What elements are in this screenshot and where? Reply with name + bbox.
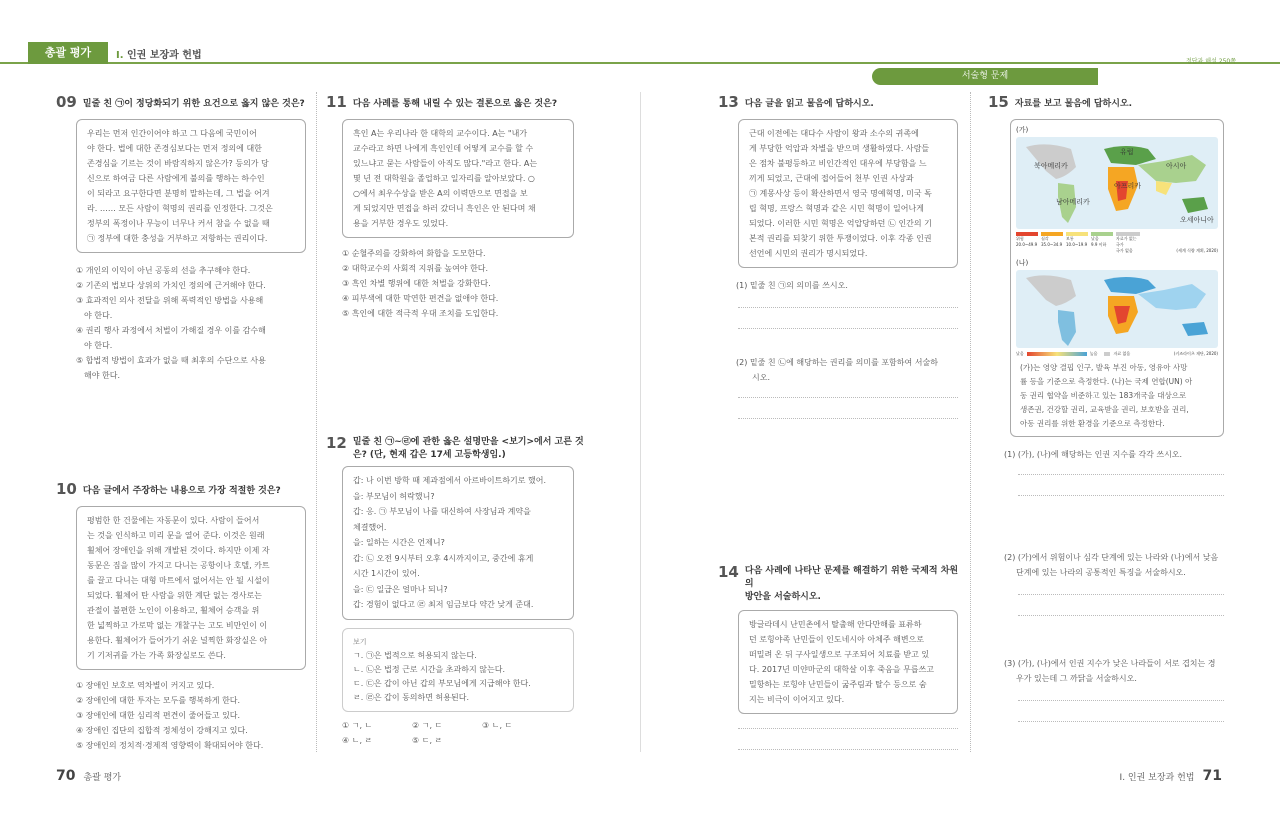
page-number: 71 [1202,768,1222,784]
option[interactable]: ③ 장애인에 대한 심리적 편견이 줄어들고 있다. [76,711,241,720]
option[interactable]: ② 대학교수의 사회적 지위를 높여야 한다. [342,264,489,273]
passage-box: 평범한 한 건물에는 자동문이 있다. 사람이 들어서 는 것을 인식하고 미리 문을 열어 준다. 이것은 원래 휠체어 장애인을 위해 개발된 것이다. 하지만 이제 자 동문은 짐을 많이 가지고 다니는 공항이나 호텔, 카트 를 끌고 다니는 대형 마트에서 없어서는 안 될 시설이 되었다. 휠체어 탄 사람을 위한 계단 없는 경사로는 관절이 불편한 노인이 이용하고, 휠체어 승객을 위 한 넓찍하고 가로막 없는 개찰구는 고도 비만인이 이 용한다. 휠체어가 들어가기 쉬운 널찍한 화장실은 아 기 기저귀를 가는 가족 화장실로도 쓴다. [76,506,306,670]
footer-label: I. 인권 보장과 헌법 [1119,772,1195,783]
option[interactable]: ① 장애인 보호로 역차별이 커지고 있다. [76,681,215,690]
options-list [76,678,306,753]
source-a: (세계 식량 계획, 2020) [1176,248,1218,253]
answer-line[interactable] [1018,594,1224,595]
data-box [1010,119,1224,437]
sub-question-1: (1) 밑줄 친 ㉠의 의미를 쓰시오. [736,281,848,290]
passage-box: 방글라데시 난민촌에서 탈출해 안다만해를 표류하 던 로힝야족 난민들이 인도네시아 아체주 해변으로 떠밀려 온 뒤 구사일생으로 구조되어 치료를 받고 있 다. 2017년 미얀마군의 대학살 이후 죽음을 무릅쓰고 밀항하는 로힝야 난민들이 굶주림과 탈수 등으로 숨 지는 비극이 이어지고 있다. [738,610,958,714]
passage-box: 근대 이전에는 대다수 사람이 왕과 소수의 귀족에 게 부당한 억압과 차별을 받으며 생활하였다. 사람들 은 점차 불평등하고 비인간적인 대우에 부당함을 느 끼게 되었고, 근대에 접어들어 천부 인권 사상과 ㉠ 계몽사상 등이 확산하면서 영국 명예혁명, 미국 독 립 혁명, 프랑스 혁명과 같은 시민 혁명이 일어나게 되었다. 이러한 시민 혁명은 억압당하던 ㉡ 인간의 기 본적 권리를 되찾기 위한 투쟁이었다. 이후 각종 인권 선언에 시민의 권리가 명시되었다. [738,119,958,268]
answer-line[interactable] [738,728,958,729]
dialogue-box: 갑: 나 이번 방학 때 제과점에서 아르바이트하기로 했어. 을: 부모님이 허락했니? 갑: 응. ㉠ 부모님이 나를 대신하여 사장님과 계약을 체결했어. 을: 일하는 시간은 언제니? 갑: ㉡ 오전 9시부터 오후 4시까지이고, 중간에 휴게 시간 1시간이 있어. 을: ㉢ 일급은 얼마나 되니? 갑: 경험이 없다고 ㉣ 최저 임금보다 약간 낮게 준대. [342,466,574,620]
answer-line[interactable] [1018,721,1224,722]
question-13: 13 다음 글을 읽고 물음에 답하시오. 근대 이전에는 대다수 사람이 왕과 소수의 귀족에 게 부당한 억압과 차별을 받으며 생활하였다. 사람들 은 점차 불평등하고 비인간적인 대우에 부당함을 느 끼게 되었고, 근대에 접어들어 천부 인권 사상과 ㉠ 계몽사상 등이 확산하면서 영국 명예혁명, 미국 독 립 혁명, 프랑스 혁명과 같은 시민 혁명이 일어나게 되었다. 이러한 시민 혁명은 억압당하던 ㉡ 인간의 기 본적 권리를 되찾기 위한 투쟁이었다. 이후 각종 인권 선언에 시민의 권리가 명시되었다. (1) 밑줄 친 ㉠의 의미를 쓰시오. (2) 밑줄 친 ㉡에 해당하는 권리를 의미를 포함하여 서술하 시오. [718,93,963,419]
option[interactable]: ② 장애인에 대한 투자는 모두를 행복하게 한다. [76,696,241,705]
subjective-banner: 서술형 문제 [872,68,1098,85]
option[interactable]: ④ 장애인 집단의 집합적 정체성이 강해지고 있다. [76,726,248,735]
option[interactable]: ③ ㄴ, ㄷ [482,720,513,730]
question-text: 다음 글을 읽고 물음에 답하시오. [744,98,874,109]
sub-question-3: (3) (가), (나)에서 인권 지수가 낮은 나라들이 서로 겹치는 경 [1004,659,1216,668]
option[interactable]: ① ㄱ, ㄴ [342,720,373,730]
option[interactable]: ⑤ 흑인에 대한 적극적 우대 조치를 도입한다. [342,309,499,318]
question-text: 다음 사례를 통해 내릴 수 있는 결론으로 옳은 것은? [352,98,558,109]
question-number: 14 [718,563,739,581]
bogi-box: 보기 ㄱ. ㉠은 법적으로 허용되지 않는다. ㄴ. ㉡은 법정 근로 시간을 초과하지 않는다. ㄷ. ㉢은 갑이 아닌 갑의 부모님에게 지급해야 한다. ㄹ. ㉣은 갑이 동의하면 허용된다. [342,628,574,712]
column-divider [316,92,317,752]
option[interactable]: ⑤ 합법적 방법이 효과가 없을 때 최후의 수단으로 사용 [76,356,266,365]
answer-line[interactable] [1018,615,1224,616]
question-12: 12 밑줄 친 ㉠~㉣에 관한 옳은 설명만을 <보기>에서 고른 것 은? (단, 현재 갑은 17세 고등학생임.) 갑: 나 이번 방학 때 제과점에서 아르바이트하기로 했어. 을: 부모님이 허락했니? 갑: 응. ㉠ 부모님이 나를 대신하여 사장님과 계약을 체결했어. 을: 일하는 시간은 언제니? 갑: ㉡ 오전 9시부터 오후 4시까지이고, 중간에 휴게 시간 1시간이 있어. 을: ㉢ 일급은 얼마나 되니? 갑: 경험이 없다고 ㉣ 최저 임금보다 약간 낮게 준대. 보기 ㄱ. ㉠은 법적으로 허용되지 않는다. ㄴ. ㉡은 법정 근로 시간을 초과하지 않는다. ㄷ. ㉢은 갑이 아닌 갑의 부모님에게 지급해야 한다. ㄹ. ㉣은 갑이 동의하면 허용된다. ① ㄱ, ㄴ ② ㄱ, ㄷ ③ ㄴ, ㄷ ④ ㄴ, ㄹ ⑤ ㄷ, ㄹ [326,434,626,748]
footer-left [56,768,121,784]
question-number: 12 [326,434,347,452]
options-list [342,718,626,748]
answer-line[interactable] [1018,474,1224,475]
data-description: (가)는 영양 결핍 인구, 발육 부진 아동, 영유아 사망 률 등을 기준으로 측정한다. (나)는 국제 연합(UN) 아 동 권리 협약을 비준하고 있는 183개국을 대상으로 생존권, 건강할 권리, 교육받을 권리, 보호받을 권리, 아동 권리를 위한 환경을 기준으로 측정한다. [1020,363,1193,428]
source-b: (키즈라이츠 재단, 2020) [1173,351,1218,356]
answer-line[interactable] [738,307,958,308]
option[interactable]: ④ 피부색에 대한 막연한 편견을 없애야 한다. [342,294,499,303]
option[interactable]: ③ 흑인 차별 행위에 대한 처벌을 강화한다. [342,279,491,288]
question-number: 09 [56,93,77,111]
answer-line[interactable] [738,749,958,750]
legend-b: 낮음 높음 자료 없음 (키즈라이츠 재단, 2020) [1016,351,1218,356]
question-10 [56,480,306,753]
question-number: 13 [718,93,739,111]
question-09 [56,93,306,383]
question-text: 밑줄 친 ㉠~㉣에 관한 옳은 설명만을 <보기>에서 고른 것 [352,437,584,447]
answer-line[interactable] [1018,495,1224,496]
column-divider [970,92,971,752]
option[interactable]: ⑤ 장애인의 정치적·경제적 영향력이 확대되어야 한다. [76,741,264,750]
question-number: 15 [988,93,1009,111]
question-text: 다음 글에서 주장하는 내용으로 가장 적절한 것은? [82,485,281,496]
sub-question-2: (2) (가)에서 위험이나 심각 단계에 있는 나라와 (나)에서 낮음 [1004,553,1219,562]
answer-line[interactable] [738,397,958,398]
page-number: 70 [56,768,76,784]
bogi-label: 보기 [353,637,367,646]
map-b-label: (나) [1016,259,1029,267]
answer-line[interactable] [1018,700,1224,701]
option[interactable]: ⑤ ㄷ, ㄹ [412,735,443,745]
answer-line[interactable] [738,418,958,419]
header-tag: 총괄 평가 [28,42,108,64]
section-title: I. 인권 보장과 헌법 [116,50,202,61]
child-rights-map [1016,270,1218,348]
question-11 [326,93,626,321]
answer-line[interactable] [738,328,958,329]
question-text: 자료를 보고 물음에 답하시오. [1014,98,1133,109]
options-list: ① 개인의 이익이 아닌 공동의 선을 추구해야 한다. ② 기존의 법보다 상위의 가치인 정의에 근거해야 한다. ③ 효과적인 의사 전달을 위해 폭력적인 방법을 사용해 야 한다. ④ 권리 행사 과정에서 처벌이 가해질 경우 이를 감수해 야 한다. ⑤ 합법적 방법이 효과가 없을 때 최후의 수단으로 사용 해야 한다. [76,263,306,383]
page-gutter [640,92,641,752]
sub-question-2: (2) 밑줄 친 ㉡에 해당하는 권리를 의미를 포함하여 서술하 [736,358,938,367]
passage-box: 흑인 A는 우리나라 한 대학의 교수이다. A는 "내가 교수라고 하면 나에게 흑인인데 어떻게 교수를 할 수 있느냐고 묻는 사람들이 아직도 많다."라고 한다. A는 몇 년 전 대학원을 졸업하고 일자리를 알아보았다. ○ ○에서 최우수상을 받은 A의 이력만으로 면접을 보 게 되었지만 면접을 하러 갔더니 흑인은 안 된다며 채 용을 거부한 경우도 있었다. [342,119,574,238]
question-14: 14 다음 사례에 나타난 문제를 해결하기 위한 국제적 차원의 방안을 서술하시오. 방글라데시 난민촌에서 탈출해 안다만해를 표류하 던 로힝야족 난민들이 인도네시아 아체주 해변으로 떠밀려 온 뒤 구사일생으로 구조되어 치료를 받고 있 다. 2017년 미얀마군의 대학살 이후 죽음을 무릅쓰고 밀항하는 로힝야 난민들이 굶주림과 탈수 등으로 숨 지는 비극이 이어지고 있다. [718,563,963,750]
question-number: 10 [56,480,77,498]
question-15: 15 자료를 보고 물음에 답하시오. (가) 유럽 아시아 아프리카 남아메리카 북아메리카 오세아니아 위험 20.0~49.9 심각 35.0~34.9 보통 10.0~19.9 낮음 9.9 이하 자료가 없는 국가 국가 없음 (세계 식량 계획, 2020) (나) 낮음 높음 자료 없음 (키즈라이츠 재단, 2020) (가)는 영양 결핍 인구, 발육 부진 아동, 영유아 사망 률 등을 기준으로 측정한다. (나)는 국제 연합(UN) 아 동 권리 협약을 비준하고 있는 183개국을 대상으로 생존권, 건강할 권리, 교육받을 권리, 보호받을 권리, 아동 권리를 위한 환경을 기준으로 측정한다. (1) (가), (나)에 해당하는 인권 지수를 각각 쓰시오. (2) (가)에서 위험이나 심각 단계에 있는 나라와 (나)에서 낮음 단계에 있는 나라의 공통적인 특징을 서술하시오. (3) (가), (나)에서 인권 지수가 낮은 나라들이 서로 겹치는 경 우가 있는데 그 까닭을 서술하시오. [988,93,1238,722]
option[interactable]: ② 기존의 법보다 상위의 가치인 정의에 근거해야 한다. [76,281,266,290]
hunger-map: 유럽 아시아 아프리카 남아메리카 북아메리카 오세아니아 [1016,137,1218,229]
options-list [342,246,626,321]
footer-label: 총괄 평가 [83,772,122,783]
answer-reference: 정답과 해설 250쪽 [1185,58,1236,65]
option[interactable]: ① 개인의 이익이 아닌 공동의 선을 추구해야 한다. [76,266,251,275]
footer-right [1120,768,1222,784]
question-text: 밑줄 친 ㉠이 정당화되기 위한 요건으로 옳지 않은 것은? [82,98,305,109]
passage-box: 우리는 먼저 인간이어야 하고 그 다음에 국민이어 야 한다. 법에 대한 존경심보다는 먼저 정의에 대한 존경심을 기르는 것이 바람직하지 않은가? 등의가 당 신으로 하여금 다른 사람에게 불의를 행하는 하수인 이 되라고 요구한다면 분명히 말하는데, 그 법을 어겨 라. …… 모든 사람이 혁명의 권리를 인정한다. 그것은 정부의 폭정이나 무능이 너무나 커서 참을 수 없을 때 ㉠ 정부에 대한 충성을 거부하고 저항하는 권리이다. [76,119,306,253]
option[interactable]: ④ ㄴ, ㄹ [342,735,373,745]
map-a-label: (가) [1016,126,1029,134]
question-text: 다음 사례에 나타난 문제를 해결하기 위한 국제적 차원의 [744,566,959,589]
option[interactable]: ③ 효과적인 의사 전달을 위해 폭력적인 방법을 사용해 [76,296,264,305]
question-number: 11 [326,93,347,111]
legend-a: 위험 20.0~49.9 심각 35.0~34.9 보통 10.0~19.9 낮음 9.9 이하 자료가 없는 국가 국가 없음 (세계 식량 계획, 2020) [1016,232,1218,254]
option[interactable]: ① 순혈주의를 강화하여 화합을 도모한다. [342,249,486,258]
sub-question-1: (1) (가), (나)에 해당하는 인권 지수를 각각 쓰시오. [1004,450,1183,459]
option[interactable]: ④ 권리 행사 과정에서 처벌이 가해질 경우 이를 감수해 [76,326,266,335]
option[interactable]: ② ㄱ, ㄷ [412,720,443,730]
